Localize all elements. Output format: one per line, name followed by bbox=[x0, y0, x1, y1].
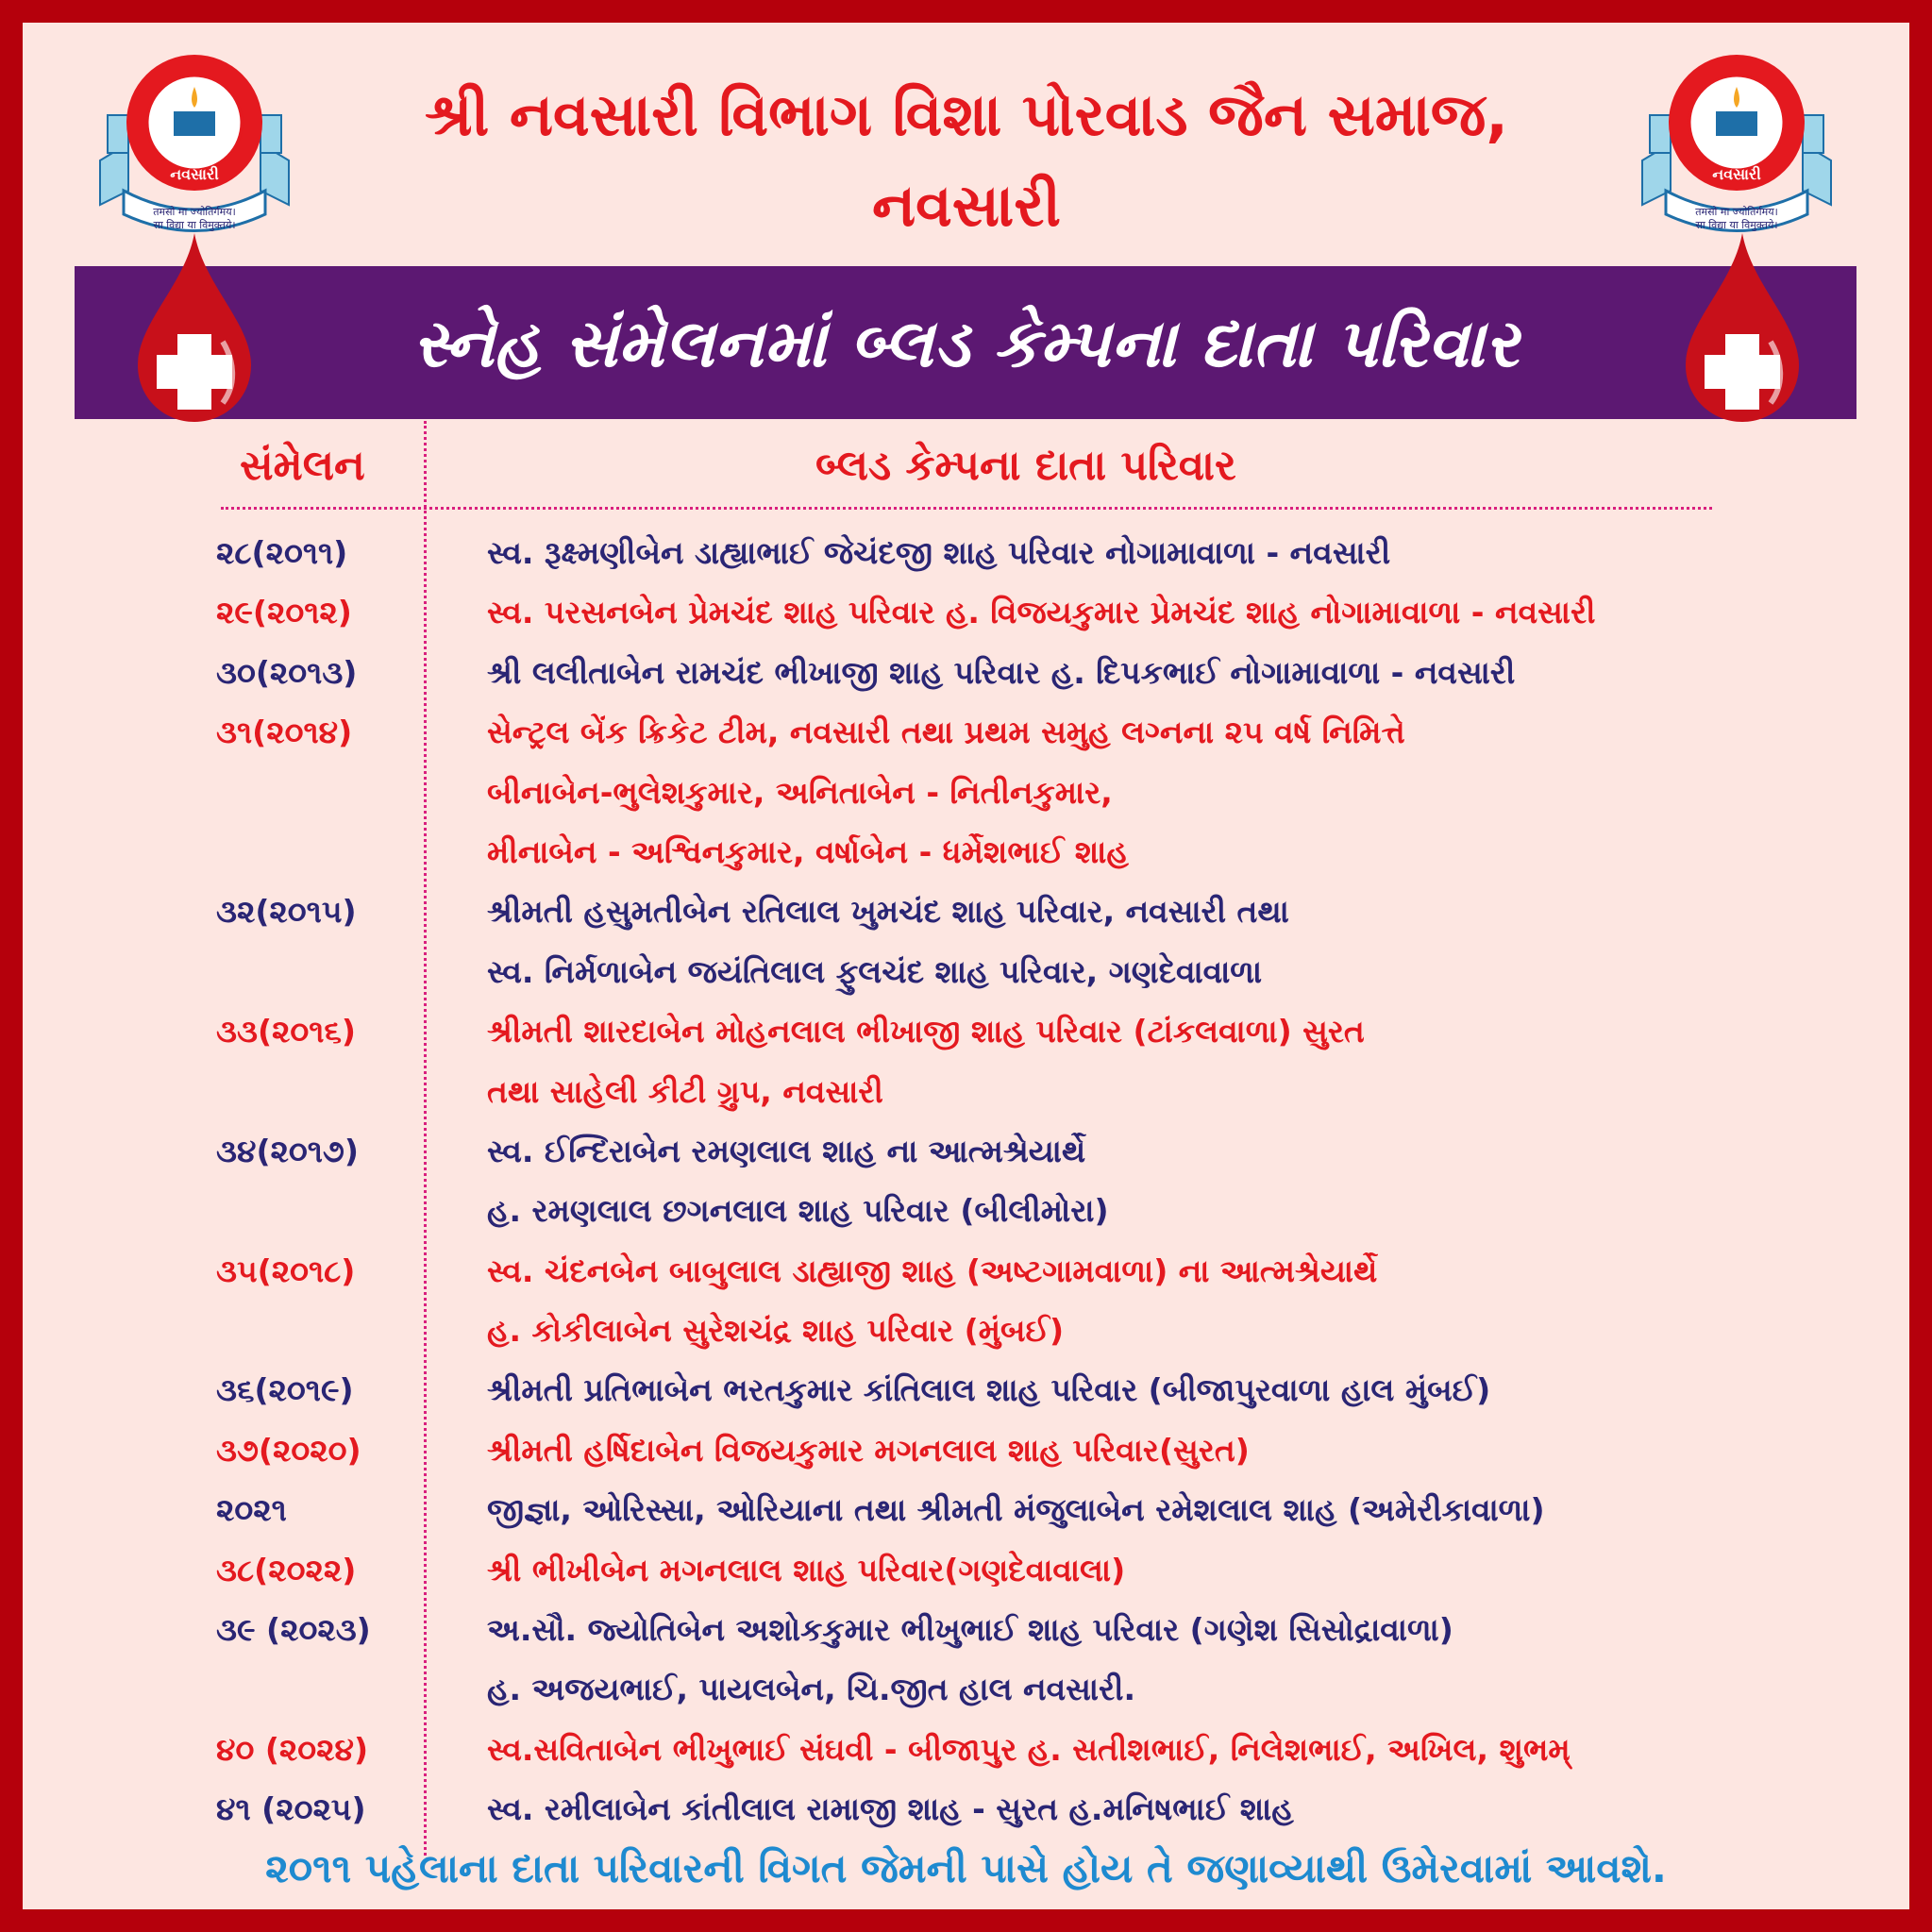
donor-text: જીજ્ઞા, ઓરિસ્સા, ઓરિયાના તથા શ્રીમતી મંજુલાબેન રમેશલાલ શાહ (અમેરીકાવાળા) bbox=[487, 1491, 1545, 1529]
table-row bbox=[23, 702, 1909, 762]
donor-text: સ્વ. ઈન્દિરાબેન રમણલાલ શાહ ના આત્મશ્રેયાર્થે bbox=[487, 1132, 1086, 1169]
donor-text: તથા સાહેલી કીટી ગ્રુપ, નવસારી bbox=[487, 1072, 883, 1110]
donor-text: મીનાબેન - અશ્વિનકુમાર, વર્ષાબેન - ધર્મેશભાઈ શાહ bbox=[487, 832, 1129, 870]
donor-text: શ્રી ભીખીબેન મગનલાલ શાહ પરિવાર(ગણદેવાવાલા) bbox=[487, 1551, 1126, 1588]
donor-table bbox=[23, 523, 1909, 1840]
table-row bbox=[23, 763, 1909, 822]
sammelan-year: ૪૧ (૨૦૨૫) bbox=[216, 1790, 366, 1828]
table-row bbox=[23, 942, 1909, 1001]
table-row bbox=[23, 1001, 1909, 1061]
table-row bbox=[23, 822, 1909, 882]
sammelan-year: ૨૮(૨૦૧૧) bbox=[216, 534, 348, 571]
donor-text: સ્વ. રમીલાબેન કાંતીલાલ રામાજી શાહ - સુરત હ.મનિષભાઈ શાહ bbox=[487, 1790, 1294, 1828]
donor-text: હ. કોકીલાબેન સુરેશચંદ્ર શાહ પરિવાર (મુંબઈ) bbox=[487, 1312, 1065, 1350]
donor-text: સેન્ટ્રલ બેંક ક્રિકેટ ટીમ, નવસારી તથા પ્રથમ સમુહ લગ્નના ૨૫ વર્ષ નિમિત્તે bbox=[487, 714, 1405, 751]
footer-note: ૨૦૧૧ પહેલાના દાતા પરિવારની વિગત જેમની પાસે હોય તે જણાવ્યાથી ઉમેરવામાં આવશે. bbox=[265, 1845, 1667, 1891]
table-row bbox=[23, 1540, 1909, 1600]
table-row bbox=[23, 1420, 1909, 1480]
table-row bbox=[23, 582, 1909, 642]
sammelan-year: ૩૭(૨૦૨૦) bbox=[216, 1431, 361, 1469]
sammelan-year: ૩૫(૨૦૧૮) bbox=[216, 1252, 356, 1289]
table-row bbox=[23, 1121, 1909, 1181]
sammelan-year: ૩૩(૨૦૧૬) bbox=[216, 1013, 357, 1050]
column-header-donors: બ્લડ કેમ્પના દાતા પરિવાર bbox=[815, 442, 1236, 490]
table-row bbox=[23, 1720, 1909, 1779]
sammelan-year: ૩૧(૨૦૧૪) bbox=[216, 714, 353, 751]
sammelan-year: ૩૨(૨૦૧૫) bbox=[216, 893, 357, 931]
donor-text: બીનાબેન-ભુલેશકુમાર, અનિતાબેન - નિતીનકુમાર, bbox=[487, 773, 1113, 811]
donor-text: સ્વ.સવિતાબેન ભીખુભાઈ સંઘવી - બીજાપુર હ. સતીશભાઈ, નિલેશભાઈ, અખિલ, શુભમ્ bbox=[487, 1730, 1571, 1768]
title-line-1: શ્રી નવસારી વિભાગ વિશા પોરવાડ જૈન સમાજ, bbox=[425, 80, 1508, 149]
donor-text: હ. અજયભાઈ, પાયલબેન, ચિ.જીત હાલ નવસારી. bbox=[487, 1671, 1135, 1708]
column-header-sammelan: સંમેલન bbox=[240, 442, 365, 490]
donor-text: શ્રીમતી પ્રતિભાબેન ભરતકુમાર કાંતિલાલ શાહ પરિવાર (બીજાપુરવાળા હાલ મુંબઈ) bbox=[487, 1371, 1491, 1409]
sammelan-year: ૩૦(૨૦૧૩) bbox=[216, 653, 358, 691]
donor-text: અ.સૌ. જ્યોતિબેન અશોકકુમાર ભીખુભાઈ શાહ પરિવાર (ગણેશ સિસોદ્રાવાળા) bbox=[487, 1611, 1453, 1649]
blood-drop-icon bbox=[128, 228, 260, 427]
sammelan-year: ૩૬(૨૦૧૯) bbox=[216, 1371, 354, 1409]
table-row bbox=[23, 1301, 1909, 1360]
table-row bbox=[23, 1659, 1909, 1719]
donor-text: શ્રીમતી હર્ષિદાબેન વિજયકુમાર મગનલાલ શાહ પરિવાર(સુરત) bbox=[487, 1431, 1250, 1469]
logo-text: નવસારી bbox=[170, 165, 219, 183]
title-line-2: નવસારી bbox=[871, 171, 1061, 240]
sammelan-year: ૩૯ (૨૦૨૩) bbox=[216, 1611, 371, 1649]
blood-drop-icon bbox=[1676, 228, 1808, 427]
sammelan-year: ૨૦૨૧ bbox=[216, 1491, 287, 1529]
header-divider bbox=[221, 507, 1712, 510]
donor-text: સ્વ. પરસનબેન પ્રેમચંદ શાહ પરિવાર હ. વિજયકુમાર પ્રેમચંદ શાહ નોગામાવાળા - નવસારી bbox=[487, 594, 1596, 631]
sammelan-year: ૨૯(૨૦૧૨) bbox=[216, 594, 352, 631]
logo-text: નવસારી bbox=[1712, 165, 1761, 183]
logo-motto-2: सा विद्या या विमुक्तये। bbox=[153, 219, 236, 231]
donor-text: સ્વ. ચંદનબેન બાબુલાલ ડાહ્યાજી શાહ (અષ્ટગામવાળા) ના આત્મશ્રેયાર્થે bbox=[487, 1252, 1378, 1289]
logo-motto-1: तमसो मा ज्योतिर्गमय। bbox=[153, 206, 236, 218]
donor-text: શ્રી લલીતાબેન રામચંદ ભીખાજી શાહ પરિવાર હ. દિપકભાઈ નોગામાવાળા - નવસારી bbox=[487, 653, 1516, 691]
sammelan-year: ૩૮(૨૦૨૨) bbox=[216, 1551, 357, 1588]
donor-text: સ્વ. નિર્મળાબેન જયંતિલાલ ફુલચંદ શાહ પરિવાર, ગણદેવાવાળા bbox=[487, 952, 1263, 990]
donor-text: શ્રીમતી હસુમતીબેન રતિલાલ ખુમચંદ શાહ પરિવાર, નવસારી તથા bbox=[487, 893, 1289, 931]
donor-text: સ્વ. રૂક્ષ્મણીબેન ડાહ્યાભાઈ જેચંદજી શાહ પરિવાર નોગામાવાળા - નવસારી bbox=[487, 534, 1391, 571]
sammelan-year: ૪૦ (૨૦૨૪) bbox=[216, 1730, 369, 1768]
samaj-logo bbox=[91, 49, 298, 247]
table-row bbox=[23, 523, 1909, 582]
table-row bbox=[23, 1600, 1909, 1659]
samaj-logo bbox=[1633, 49, 1840, 247]
donor-text: શ્રીમતી શારદાબેન મોહનલાલ ભીખાજી શાહ પરિવાર (ટાંકલવાળા) સુરત bbox=[487, 1013, 1365, 1050]
donor-text: હ. રમણલાલ છગનલાલ શાહ પરિવાર (બીલીમોરા) bbox=[487, 1192, 1109, 1230]
table-row bbox=[23, 1241, 1909, 1301]
poster bbox=[23, 23, 1909, 1909]
sammelan-year: ૩૪(૨૦૧૭) bbox=[216, 1132, 359, 1169]
logo-motto-1: तमसो मा ज्योतिर्गमय। bbox=[1695, 206, 1778, 218]
banner-text: સ્નેહ સંમેલનમાં બ્લડ કેમ્પના દાતા પરિવાર bbox=[412, 305, 1520, 382]
table-row bbox=[23, 1779, 1909, 1839]
banner bbox=[75, 266, 1856, 419]
logo-motto-2: सा विद्या या विमुक्तये। bbox=[1695, 219, 1778, 231]
page-title bbox=[306, 70, 1627, 251]
table-row bbox=[23, 882, 1909, 941]
table-row bbox=[23, 643, 1909, 702]
table-row bbox=[23, 1181, 1909, 1240]
table-row bbox=[23, 1360, 1909, 1420]
table-row bbox=[23, 1480, 1909, 1539]
table-row bbox=[23, 1062, 1909, 1121]
